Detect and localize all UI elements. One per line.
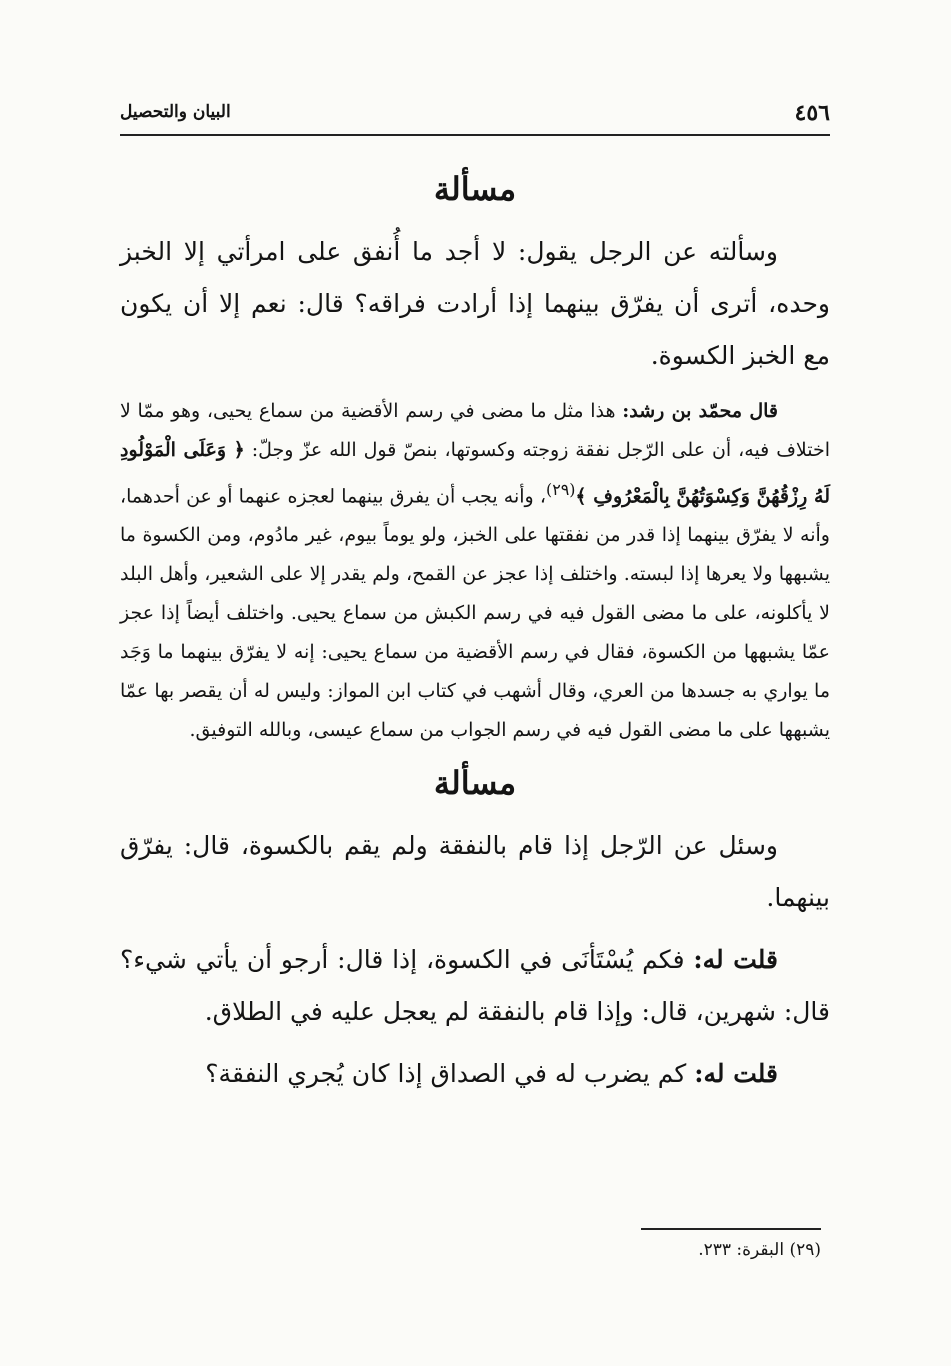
dialogue-paragraph	[120, 1048, 830, 1100]
commentary-text-continued: ، وأنه يجب أن يفرق بينهما لعجزه عنهما أو عن أحدهما، وأنه لا يفرّق بينهما إذا قدر من نفقتها على الخبز، ولو يوماً بيوم، غير مادُوم، ومن الكسوة ما يشبهها ولا يعرها إذا لبسته. واختلف إذا عجز عن القمح، ولم يقدر إلا على الشعير، وأهل البلد لا يأكلونه، على ما مضى القول فيه في رسم الكبش من سماع يحيى. واختلف أيضاً إذا عجز عمّا يشبهها من الكسوة، فقال في رسم الأقضية من سماع يحيى: إنه لا يفرّق بينهما ما وَجَد ما يواري به جسدها من العري، وقال أشهب في كتاب ابن المواز: وليس له أن يقصر بها عمّا يشبهها على ما مضى القول فيه في رسم الجواب من سماع عيسى، وبالله التوفيق.	[120, 485, 830, 742]
question-paragraph: وسئل عن الرّجل إذا قام بالنفقة ولم يقم بالكسوة، قال: يفرّق بينهما.	[120, 831, 830, 913]
page-number: ٤٥٦	[794, 100, 830, 126]
page-header	[120, 100, 830, 136]
book-title: البيان والتحصيل	[120, 102, 231, 122]
quran-verse: ﴿ وَعَلَى الْمَوْلُودِ لَهُ رِزْقُهُنَّ وَكِسْوَتُهُنَّ بِالْمَعْرُوفِ ﴾	[120, 439, 830, 508]
footnote-marker: (٢٩)	[546, 480, 576, 499]
commentary-paragraph	[120, 392, 830, 750]
dialogue-lead: قلت له:	[694, 1059, 778, 1089]
section-heading: مسألة	[433, 764, 517, 803]
dialogue-lead: قلت له:	[693, 945, 779, 975]
commentary-text: هذا مثل ما مضى في رسم الأقضية من سماع يحيى، وهو ممّا لا اختلاف فيه، أن على الرّجل نفقة زوجته وكسوتها، بنصّ قول الله عزّ وجلّ:	[120, 400, 830, 461]
dialogue-paragraph	[120, 934, 830, 1038]
commentary-lead: قال محمّد بن رشد:	[622, 400, 778, 422]
dialogue-text: كم يضرب له في الصداق إذا كان يُجري النفقة؟	[205, 1059, 687, 1089]
page-content	[120, 160, 830, 1110]
question-paragraph: وسألته عن الرجل يقول: لا أجد ما أُنفق على امرأتي إلا الخبز وحده، أترى أن يفرّق بينهما إذا أرادت فراقه؟ قال: نعم إلا أن يكون مع الخبز الكسوة.	[120, 237, 830, 370]
dialogue-text: فكم يُسْتَأنَى في الكسوة، إذا قال: أرجو أن يأتي شيء؟ قال: شهرين، قال: وإذا قام بالنفقة لم يعجل عليه في الطلاق.	[120, 945, 830, 1027]
footnote: (٢٩) البقرة: ٢٣٣.	[698, 1240, 821, 1260]
footnote-divider	[641, 1228, 821, 1230]
section-heading: مسألة	[433, 170, 517, 208]
